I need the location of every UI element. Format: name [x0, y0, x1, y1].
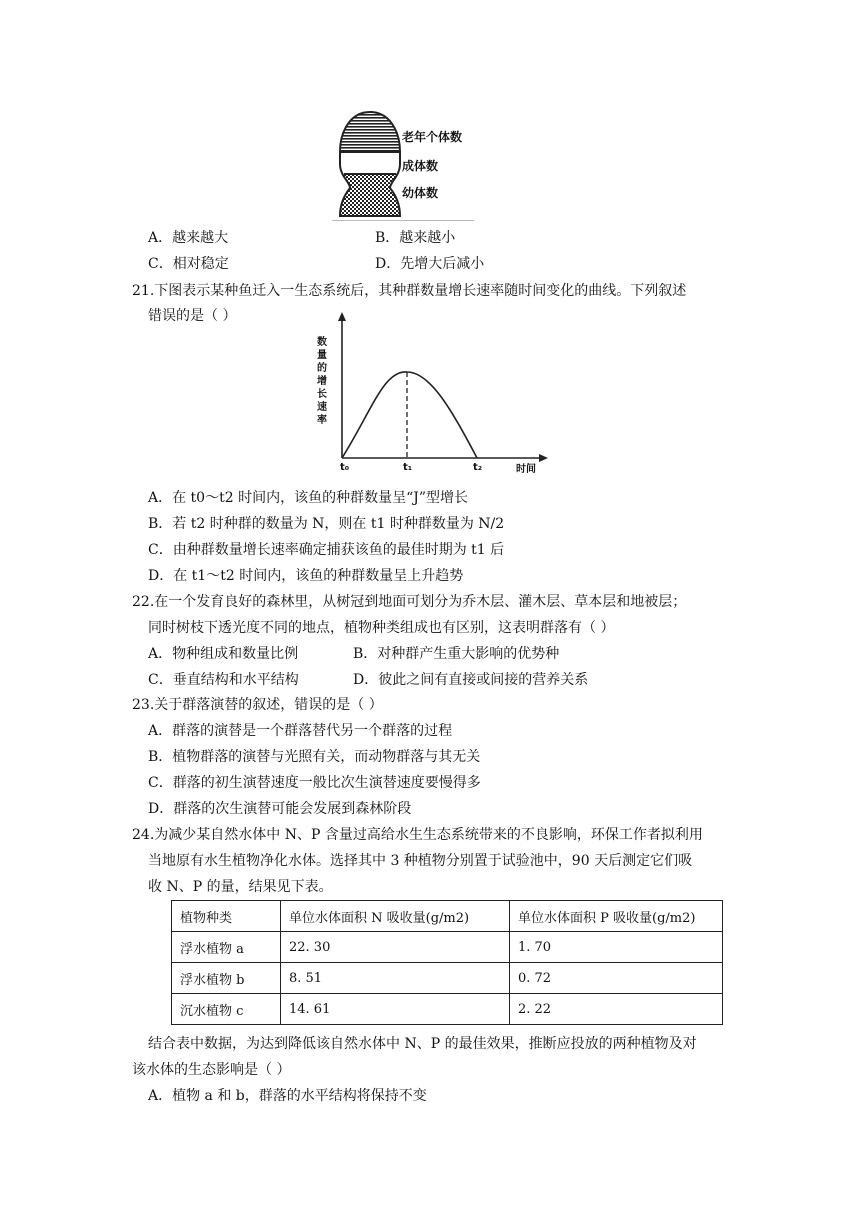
y-axis-arrow — [338, 312, 346, 321]
figure-underline — [332, 220, 474, 221]
q20-option-d: D．先增大后减小 — [375, 256, 485, 272]
table-header-cell: 植物种类 — [172, 901, 281, 932]
q21-option-d: D．在 t1～t2 时间内，该鱼的种群数量呈上升趋势 — [148, 568, 464, 584]
q24-after-line2: 该水体的生态影响是（ ） — [132, 1062, 291, 1078]
q23-option-d: D．群落的次生演替可能会发展到森林阶段 — [148, 801, 412, 817]
table-header-cell: 单位水体面积 N 吸收量(g/m2) — [281, 901, 510, 932]
q22-option-b: B．对种群产生重大影响的优势种 — [353, 646, 560, 662]
q21-option-a: A．在 t0～t2 时间内，该鱼的种群数量呈“J”型增长 — [148, 490, 469, 506]
q24-after-line1: 结合表中数据，为达到降低该自然水体中 N、P 的最佳效果，推断应投放的两种植物及对 — [148, 1036, 697, 1052]
q22-stem-line2: 同时树枝下透光度不同的地点，植物种类组成也有区别，这表明群落有（ ） — [148, 620, 615, 636]
chart-tick-t1: t₁ — [403, 462, 413, 473]
table-cell: 2. 22 — [510, 994, 723, 1025]
table-cell: 沉水植物 c — [172, 994, 281, 1025]
chart-ylabel: 数量的增长速率 — [317, 337, 327, 426]
q22-option-d: D．彼此之间有直接或间接的营养关系 — [353, 672, 589, 688]
q24-stem-line2: 当地原有水生植物净化水体。选择其中 3 种植物分别置于试验池中，90 天后测定它们吸 — [148, 853, 693, 869]
pyramid-label-young: 幼体数 — [402, 186, 439, 200]
x-axis-arrow — [539, 454, 548, 462]
q23-stem-line1: 23.关于群落演替的叙述，错误的是（ ） — [132, 697, 383, 713]
absorption-table — [171, 900, 723, 1025]
q20-option-c: C．相对稳定 — [148, 256, 229, 272]
table-cell: 14. 61 — [281, 994, 510, 1025]
table-cell: 1. 70 — [510, 932, 723, 963]
table-header-cell: 单位水体面积 P 吸收量(g/m2) — [510, 901, 723, 932]
q20-option-b: B．越来越小 — [375, 230, 456, 246]
q20-option-a: A．越来越大 — [148, 230, 229, 246]
chart-tick-t0: t₀ — [340, 462, 350, 473]
chart-xlabel: 时间 — [516, 464, 536, 475]
q21-option-b: B．若 t2 时种群的数量为 N，则在 t1 时种群数量为 N/2 — [148, 516, 505, 532]
age-pyramid-figure — [330, 108, 480, 223]
growth-curve — [342, 372, 477, 458]
table-cell: 浮水植物 a — [172, 932, 281, 963]
q22-stem-line1: 22.在一个发育良好的森林里，从树冠到地面可划分为乔木层、灌木层、草本层和地被层； — [132, 594, 687, 610]
pyramid-young-band — [330, 174, 410, 218]
growth-rate-graphic — [312, 310, 552, 480]
q24-option-a: A．植物 a 和 b，群落的水平结构将保持不变 — [148, 1088, 427, 1104]
q24-stem-line3: 收 N、P 的量，结果见下表。 — [148, 879, 333, 895]
q22-option-c: C．垂直结构和水平结构 — [148, 672, 299, 688]
table-cell: 22. 30 — [281, 932, 510, 963]
q21-option-c: C．由种群数量增长速率确定捕获该鱼的最佳时期为 t1 后 — [148, 542, 505, 558]
pyramid-label-old: 老年个体数 — [402, 130, 463, 144]
age-pyramid-graphic — [330, 108, 410, 218]
q23-option-b: B．植物群落的演替与光照有关，而动物群落与其无关 — [148, 749, 481, 765]
q21-stem-line1: 21.下图表示某种鱼迁入一生态系统后，其种群数量增长速率随时间变化的曲线。下列叙述 — [132, 283, 687, 299]
pyramid-label-adult: 成体数 — [402, 159, 439, 173]
table-row — [172, 963, 723, 994]
table-cell: 0. 72 — [510, 963, 723, 994]
table-header-row — [172, 901, 723, 932]
q23-option-a: A．群落的演替是一个群落替代另一个群落的过程 — [148, 723, 453, 739]
q22-option-a: A．物种组成和数量比例 — [148, 646, 299, 662]
growth-rate-chart — [312, 310, 552, 480]
table-row — [172, 932, 723, 963]
q23-option-c: C．群落的初生演替速度一般比次生演替速度要慢得多 — [148, 775, 481, 791]
q24-stem-line1: 24.为减少某自然水体中 N、P 含量过高给水生生态系统带来的不良影响，环保工作者拟利用 — [132, 827, 703, 843]
table-cell: 浮水植物 b — [172, 963, 281, 994]
table-cell: 8. 51 — [281, 963, 510, 994]
chart-tick-t2: t₂ — [473, 462, 483, 473]
pyramid-old-band — [330, 108, 410, 152]
q21-stem-line2: 错误的是（ ） — [148, 308, 237, 324]
table-row — [172, 994, 723, 1025]
